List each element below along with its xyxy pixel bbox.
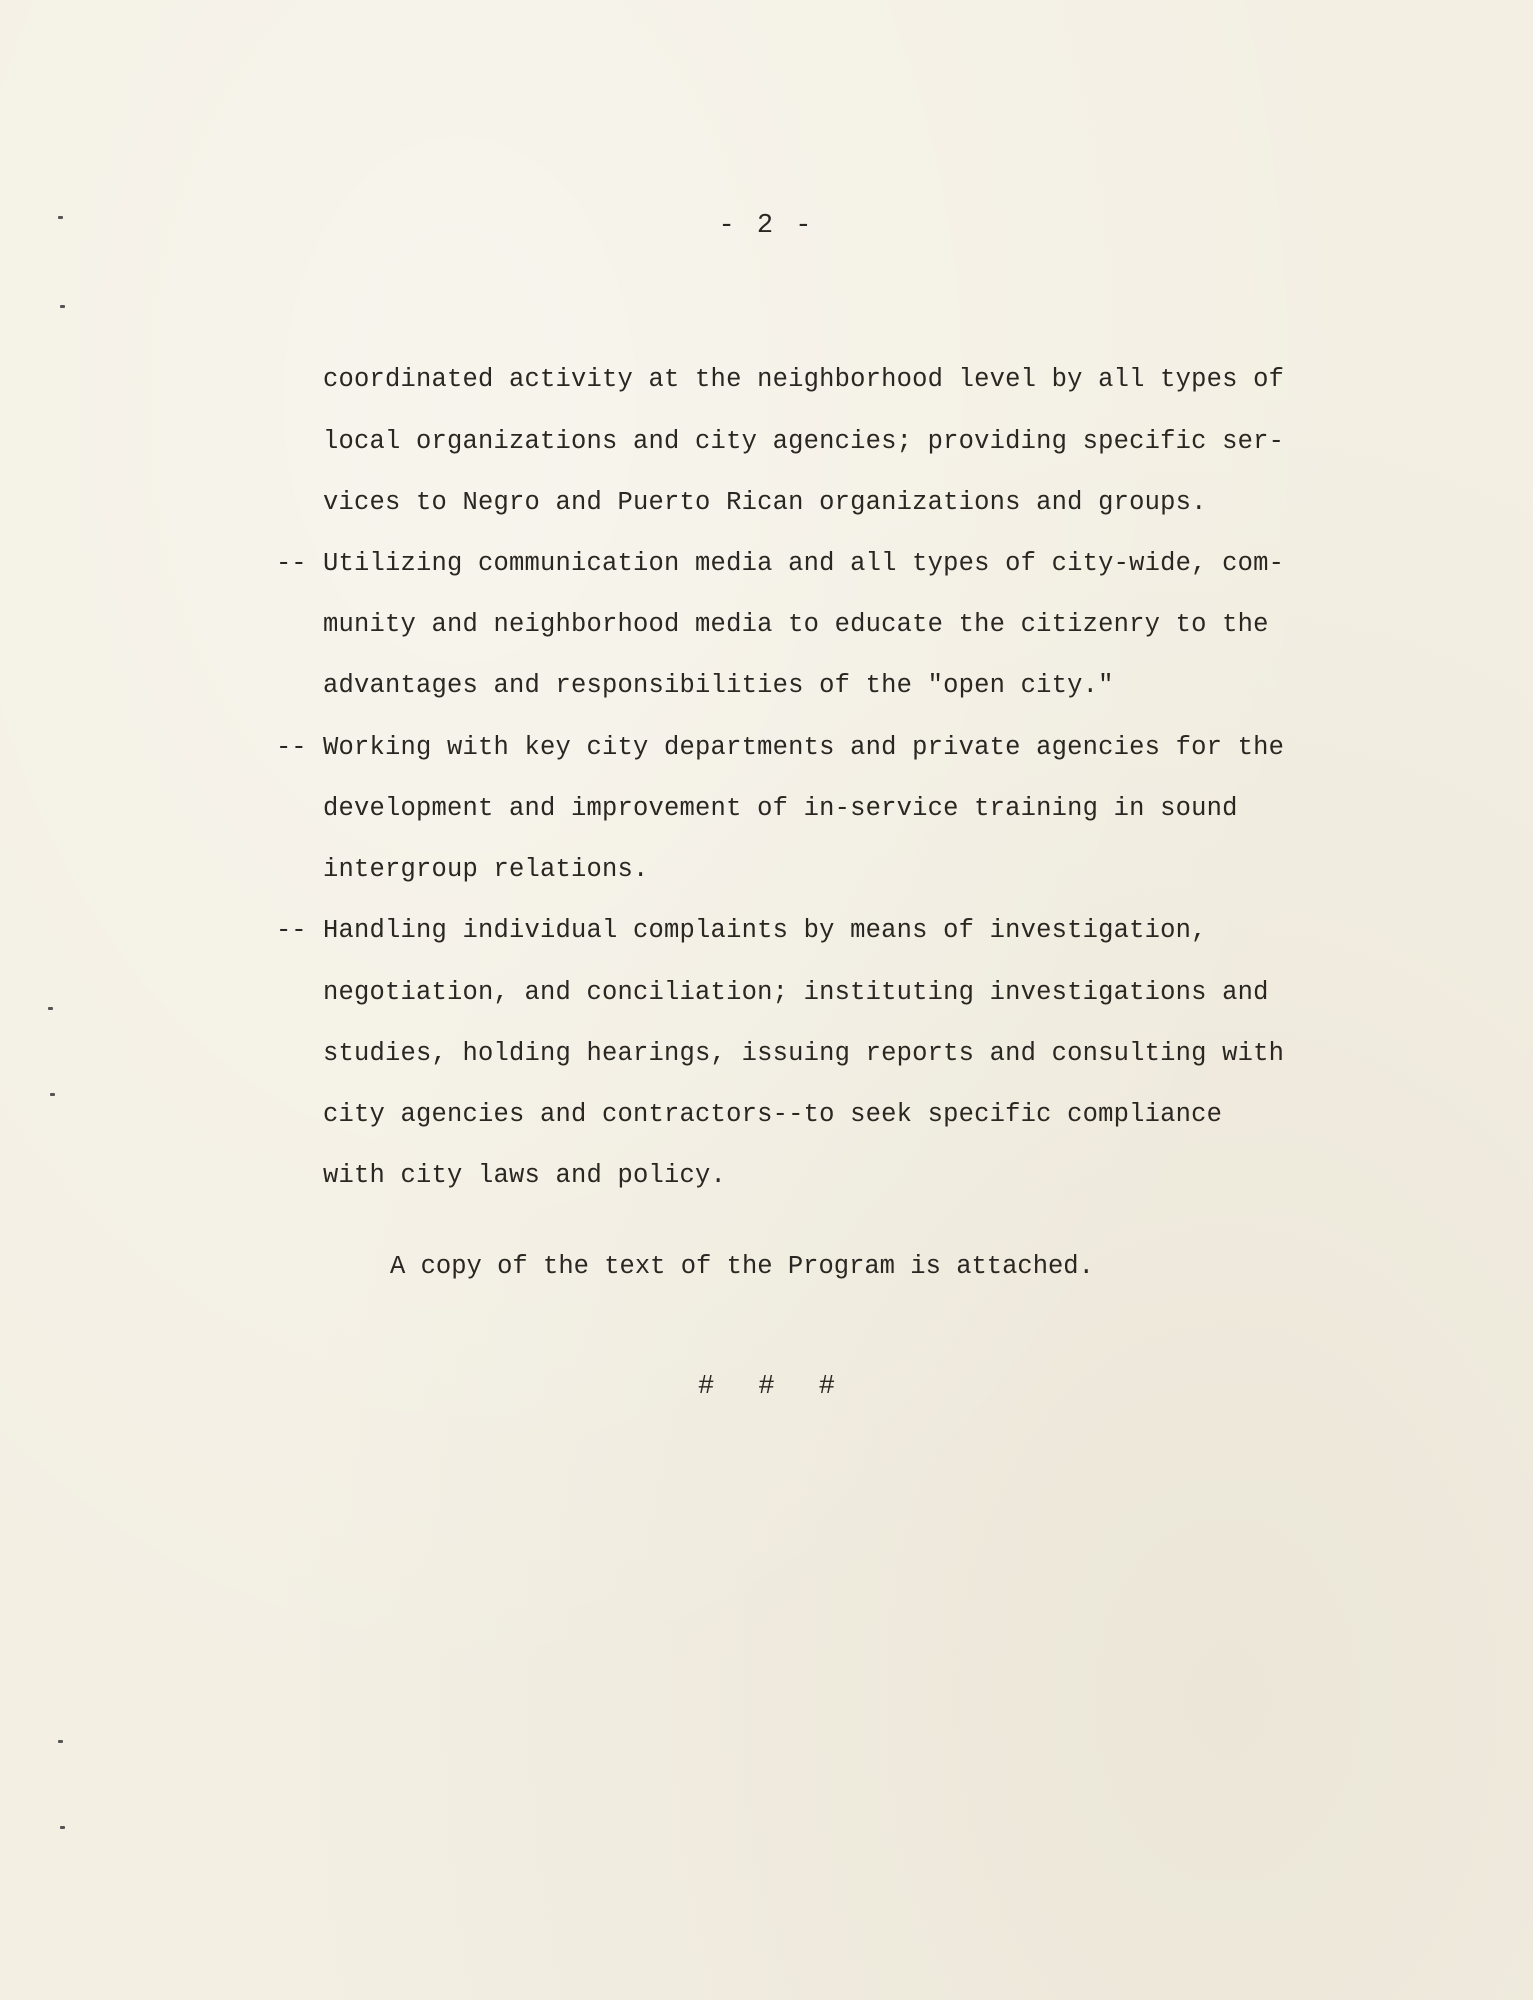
bullet-line: city agencies and contractors--to seek specific compliance	[323, 1100, 1223, 1129]
bullet-line: studies, holding hearings, issuing reports and consulting with	[323, 1039, 1285, 1068]
bullet-line: Handling individual complaints by means of investigation,	[323, 916, 1207, 945]
bullet-line: advantages and responsibilities of the "open city."	[323, 671, 1114, 700]
paragraph-line: local organizations and city agencies; providing specific ser-	[323, 427, 1285, 456]
bullet-line: intergroup relations.	[323, 855, 649, 884]
end-marks: # # #	[697, 1372, 835, 1402]
bullet-marker: --	[276, 733, 307, 762]
edge-mark	[58, 1740, 63, 1743]
bullet-line: munity and neighborhood media to educate the citizenry to the	[323, 610, 1269, 639]
bullet-marker: --	[276, 549, 307, 578]
bullet-line: Utilizing communication media and all types of city-wide, com-	[323, 549, 1285, 578]
bullet-line: with city laws and policy.	[323, 1161, 727, 1190]
edge-mark	[60, 1826, 65, 1829]
paragraph-line: vices to Negro and Puerto Rican organizations and groups.	[323, 488, 1207, 517]
edge-mark	[50, 1093, 55, 1096]
page-number: - 2 -	[718, 211, 815, 241]
bullet-line: development and improvement of in-service training in sound	[323, 794, 1238, 823]
bullet-line: Working with key city departments and private agencies for the	[323, 733, 1285, 762]
bullet-marker: --	[276, 916, 307, 945]
edge-mark	[60, 305, 65, 308]
edge-mark	[48, 1007, 53, 1010]
closing-sentence: A copy of the text of the Program is attached.	[390, 1252, 1094, 1281]
paragraph-line: coordinated activity at the neighborhood level by all types of	[323, 365, 1285, 394]
bullet-line: negotiation, and conciliation; instituting investigations and	[323, 978, 1269, 1007]
